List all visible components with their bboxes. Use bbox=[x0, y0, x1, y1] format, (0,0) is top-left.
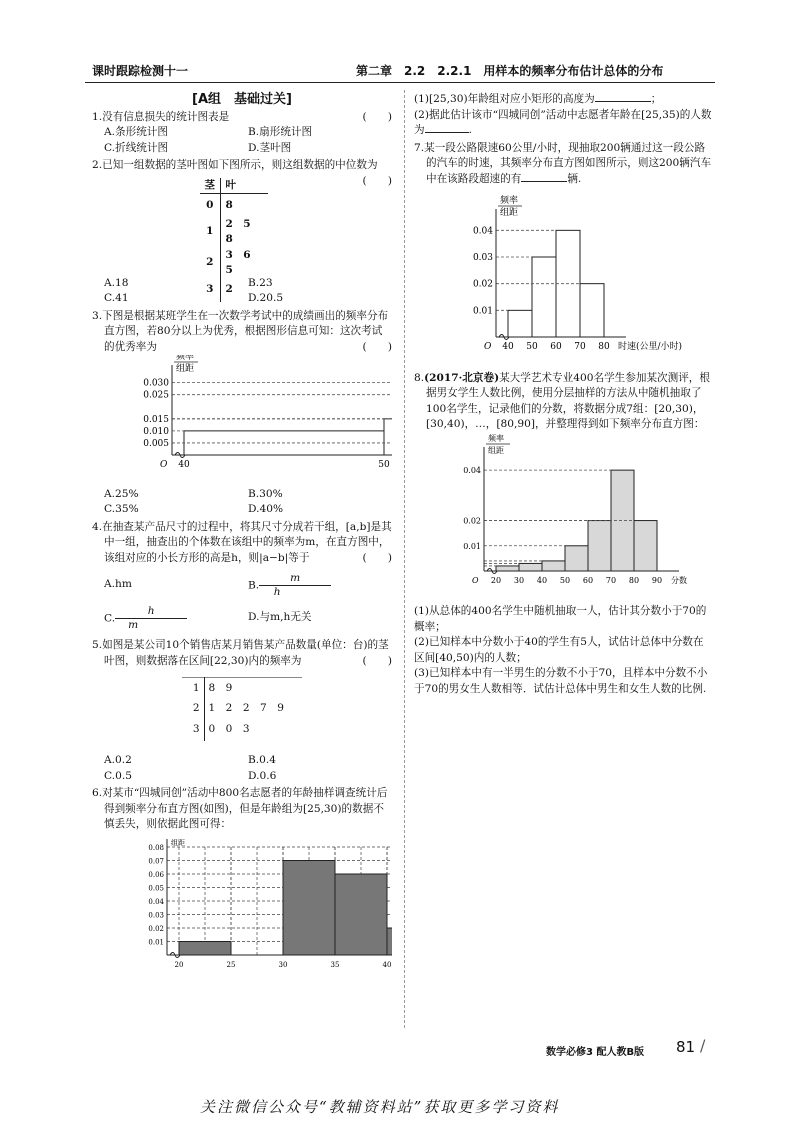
q2-stem: 2.已知一组数据的茎叶图如下图所示，则这组数据的中位数为 ( ) bbox=[92, 159, 392, 187]
q5-options: A.0.2 B.0.4 C.0.5 D.0.6 bbox=[104, 754, 277, 782]
right-column bbox=[414, 92, 714, 697]
y-label-bottom: 组距 bbox=[500, 208, 519, 218]
x-tick-label: 40 bbox=[178, 460, 190, 470]
q6-histogram bbox=[92, 837, 392, 977]
origin-label: O bbox=[160, 460, 168, 470]
y-tick-label: 0.08 bbox=[148, 843, 164, 852]
histogram-bar bbox=[508, 310, 532, 337]
q4-stem: 4.在抽查某产品尺寸的过程中，将其尺寸分成若干组，[a,b]是其中一组，抽查出的个体数在该组中的频率为m，在直方图中，该组对应的小长方形的高是h，则|a−b|等于 ( ) bbox=[92, 520, 392, 564]
x-tick-label: 20 bbox=[490, 575, 502, 585]
column-divider bbox=[404, 90, 405, 1028]
histogram-bar bbox=[387, 928, 392, 955]
y-tick-label: 0.02 bbox=[148, 924, 164, 933]
histogram-bar bbox=[565, 545, 588, 570]
x-tick-label: 30 bbox=[513, 575, 525, 585]
q7-histogram bbox=[414, 187, 714, 357]
q1-options: A.条形统计图 B.扇形统计图 C.折线统计图 D.茎叶图 bbox=[104, 126, 313, 154]
y-tick-label: 0.04 bbox=[148, 897, 164, 906]
q6-stem: 6.对某市“四城同创”活动中800名志愿者的年龄抽样调查统计后得到频率分布直方图(如图)，但是年龄组为[25,30)的数据不慎丢失，则依据此图可得： bbox=[92, 787, 388, 830]
y-tick-label: 0.025 bbox=[143, 390, 169, 401]
q3-options: A.25% B.30% C.35% D.40% bbox=[104, 487, 284, 515]
histogram-bar bbox=[634, 520, 657, 570]
histogram-bar bbox=[283, 860, 335, 955]
x-tick-label: 40 bbox=[536, 575, 548, 585]
header-left: 课时跟踪检测十一 bbox=[92, 64, 189, 78]
y-tick-label: 0.005 bbox=[143, 438, 169, 449]
q6-sub2: (2)据此估计该市“四城同创”活动中志愿者年龄在[25,35)的人数为 . bbox=[414, 108, 712, 136]
x-tick-label: 70 bbox=[605, 575, 617, 585]
y-tick-label: 0.01 bbox=[463, 541, 481, 551]
y-tick-label: 0.01 bbox=[148, 938, 164, 946]
y-tick-label: 0.04 bbox=[463, 465, 481, 475]
q8-sub2: (2)已知样本中分数小于40的学生有5人，试估计总体中分数在区间[40,50)内的人数； bbox=[414, 636, 704, 664]
y-tick-label: 0.010 bbox=[143, 426, 169, 437]
q2-stem-leaf: 茎 叶 0 8 1 2 5 8 2 3 6 5 3 2 bbox=[92, 178, 392, 276]
footer-promo: 关注微信公众号“教辅资料站”获取更多学习资料 bbox=[200, 1098, 560, 1116]
histogram-bar bbox=[580, 284, 604, 337]
q7-stem: 7.某一段公路限速60公里/小时，现抽取200辆通过这一段公路的汽车的时速，其频率分布直方图如图所示，则这200辆汽车中在该路段超速的有 辆. bbox=[414, 141, 712, 185]
origin-label: O bbox=[472, 575, 479, 585]
histogram-bar bbox=[588, 520, 611, 570]
q2-options: A.18 B.23 C.41 D.20.5 bbox=[104, 276, 284, 304]
y-tick-label: 0.030 bbox=[143, 378, 169, 389]
y-tick-label: 0.015 bbox=[143, 414, 169, 425]
x-tick-label: 50 bbox=[378, 460, 390, 470]
y-label-bottom: 组距 bbox=[171, 838, 185, 847]
x-tick-label: 50 bbox=[526, 342, 538, 352]
header-rule bbox=[85, 82, 715, 83]
x-tick-label: 25 bbox=[226, 960, 236, 969]
x-tick-label: 60 bbox=[582, 575, 594, 585]
q3-stem: 3.下图是根据某班学生在一次数学考试中的成绩画出的频率分布直方图，若80分以上为优秀，根据图形信息可知：这次考试的优秀率为 ( ) bbox=[92, 309, 392, 353]
y-label-top: 频率 bbox=[500, 196, 519, 206]
y-tick-label: 0.07 bbox=[148, 857, 164, 865]
header-right: 第二章 2.2 2.2.1 用样本的频率分布估计总体的分布 bbox=[356, 64, 664, 78]
q8-stem: 8.(2017·北京卷)某大学艺术专业400名学生参加某次测评，根据男女学生人数比例，使用分层抽样的方法从中随机抽取了100名学生，记录他们的分数，将数据分成7组：[20,30)，[30,40)，…，[80,90]，并整理得到如下频率分布直方图： bbox=[414, 371, 710, 430]
q8-sub1: (1)从总体的400名学生中随机抽取一人，估计其分数小于70的概率； bbox=[414, 605, 707, 633]
histogram-bar bbox=[532, 257, 556, 337]
histogram-bar bbox=[542, 560, 565, 570]
x-tick-label: 50 bbox=[559, 575, 571, 585]
x-axis-label: 时速(公里/小时) bbox=[618, 342, 683, 352]
histogram-bar bbox=[335, 874, 387, 955]
q8-sub3: (3)已知样本中有一半男生的分数不小于70，且样本中分数不小于70的男女生人数相等．试估计总体中男生和女生人数的比例. bbox=[414, 667, 708, 695]
x-tick-label: 80 bbox=[628, 575, 640, 585]
y-tick-label: 0.02 bbox=[472, 279, 493, 290]
page-number: 81 bbox=[676, 1038, 696, 1056]
q5-stem: 5.如图是某公司10个销售店某月销售某产品数量(单位：台)的茎叶图，则数据落在区间[22,30)内的频率为 ( ) bbox=[92, 639, 392, 667]
q1-stem: 1.没有信息损失的统计图表是 ( ) bbox=[92, 110, 392, 123]
q6-sub1: (1)[25,30)年龄组对应小矩形的高度为 ； bbox=[414, 93, 662, 105]
y-label-top: 频率 bbox=[488, 433, 504, 443]
y-label-bottom: 组距 bbox=[488, 445, 504, 455]
x-tick-label: 35 bbox=[330, 960, 340, 969]
page-slash: / bbox=[700, 1036, 706, 1055]
y-tick-label: 0.03 bbox=[472, 253, 493, 263]
group-title: [A组 基础过关] bbox=[192, 92, 292, 107]
footer-book: 数学必修3 配人教B版 bbox=[546, 1047, 645, 1058]
y-label-bottom: 组距 bbox=[176, 364, 195, 374]
x-tick-label: 90 bbox=[651, 575, 663, 585]
x-axis-label: 分数 bbox=[671, 575, 687, 585]
histogram-bar bbox=[179, 941, 231, 955]
y-tick-label: 0.01 bbox=[472, 306, 493, 317]
q8-histogram bbox=[414, 433, 714, 599]
left-column bbox=[92, 92, 392, 982]
histogram-bar bbox=[519, 563, 542, 571]
x-tick-label: 40 bbox=[502, 342, 514, 352]
q5-stem-leaf: 1 8 9 2 1 2 2 7 9 3 0 0 3 bbox=[92, 677, 392, 753]
origin-label: O bbox=[484, 342, 492, 352]
x-tick-label: 20 bbox=[174, 960, 184, 969]
x-tick-label: 60 bbox=[550, 342, 562, 352]
q4-options: A.hm B. $\frac{m}{h}$ C. $\frac{h}{m}$ D.与m,h无关 bbox=[92, 572, 392, 632]
histogram-bar bbox=[384, 419, 392, 455]
x-tick-label: 40 bbox=[382, 960, 392, 969]
x-tick-label: 30 bbox=[278, 960, 288, 969]
q3-histogram bbox=[92, 355, 392, 481]
histogram-bar bbox=[496, 565, 519, 570]
y-tick-label: 0.06 bbox=[148, 870, 164, 879]
y-tick-label: 0.04 bbox=[472, 226, 493, 237]
x-tick-label: 80 bbox=[598, 342, 610, 352]
y-label-top: 频率 bbox=[176, 355, 195, 362]
y-tick-label: 0.05 bbox=[148, 884, 164, 892]
x-tick-label: 70 bbox=[574, 342, 586, 352]
y-tick-label: 0.02 bbox=[463, 516, 481, 526]
y-tick-label: 0.03 bbox=[148, 911, 164, 919]
